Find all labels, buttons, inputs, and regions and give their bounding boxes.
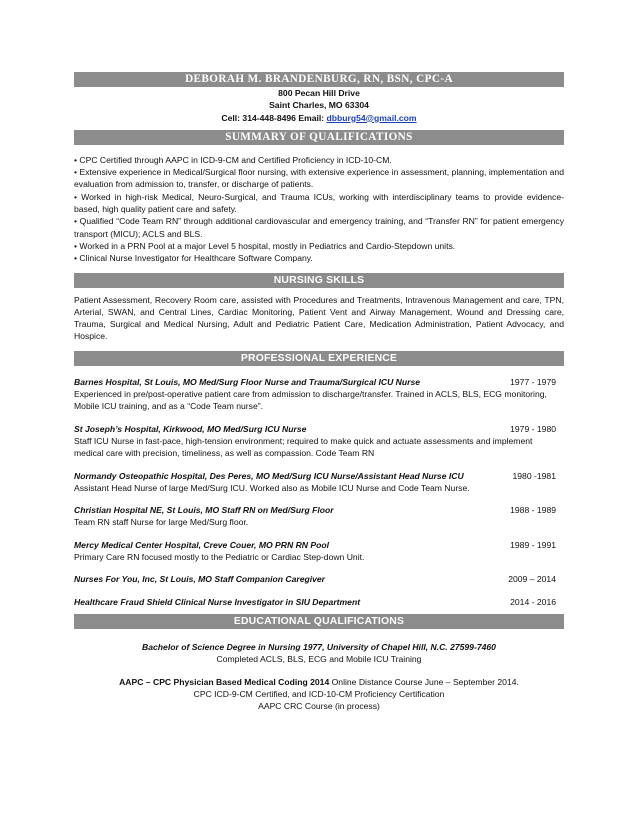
job-title: Normandy Osteopathic Hospital, Des Peres, MO Med/Surg ICU Nurse/Assistant Head Nurse ICU bbox=[74, 470, 464, 481]
job-description: Team RN staff Nurse for large Med/Surg floor. bbox=[74, 517, 249, 528]
address-line-1: 800 Pecan Hill Drive bbox=[278, 88, 360, 98]
job-description: Experienced in pre/post-operative patient care from admission to discharge/transfer. Trained in ACLS, BLS, ECG monitoring, Mobile ICU training, and as a “Code Team nurse”. bbox=[74, 389, 547, 412]
certification-line: CPC ICD-9-CM Certified, and ICD-10-CM Proficiency Certification bbox=[193, 688, 445, 699]
job-dates: 1988 - 1989 bbox=[510, 505, 556, 516]
skills-heading: NURSING SKILLS bbox=[74, 273, 564, 288]
job-title: Healthcare Fraud Shield Clinical Nurse Investigator in SIU Department bbox=[74, 596, 361, 607]
job-entry bbox=[74, 596, 564, 608]
summary-bullet: • Worked in high-risk Medical, Neuro-Surgical, and Trauma ICUs, working with interdisciplinary teams to provide evidence-based, high quality patient care and safety. bbox=[74, 191, 564, 215]
summary-bullet: • Extensive experience in Medical/Surgical floor nursing, with extensive experience in assessment, planning, implementation and evaluation from admission to, transfer, or discharge of patients. bbox=[74, 167, 564, 190]
email-link[interactable]: dbburg54@gmail.com bbox=[326, 112, 417, 123]
job-entry bbox=[74, 504, 564, 529]
contact-phone: Cell: 314-448-8496 Email: bbox=[221, 112, 327, 123]
summary-heading: SUMMARY OF QUALIFICATIONS bbox=[74, 130, 564, 145]
summary-bullet: • CPC Certified through AAPC in ICD-9-CM and Certified Proficiency in ICD-10-CM. bbox=[74, 154, 392, 165]
job-entry bbox=[74, 423, 564, 460]
job-title: Christian Hospital NE, St Louis, MO Staff RN on Med/Surg Floor bbox=[74, 505, 334, 516]
job-dates: 1989 - 1991 bbox=[510, 539, 556, 550]
job-dates: 1977 - 1979 bbox=[510, 376, 556, 387]
job-dates: 2014 - 2016 bbox=[510, 596, 556, 607]
summary-bullet: • Worked in a PRN Pool at a major Level 5 hospital, mostly in Pediatrics and Cardio-Stepdown units. bbox=[74, 240, 456, 251]
address-line-2: Saint Charles, MO 63304 bbox=[269, 100, 369, 111]
job-entry bbox=[74, 573, 564, 585]
summary-list bbox=[74, 154, 564, 265]
job-description: Primary Care RN focused mostly to the Pediatric or Cardiac Step-down Unit. bbox=[74, 552, 365, 563]
resume-document bbox=[74, 72, 564, 712]
job-dates: 1980 -1981 bbox=[512, 470, 556, 481]
job-description: Assistant Head Nurse of large Med/Surg ICU. Worked also as Mobile ICU Nurse and Code Team Nurse. bbox=[74, 482, 470, 493]
summary-bullet: • Qualified “Code Team RN” through additional cardiovascular and emergency training, and “Transfer RN” for patient emergency transport (MICU); ACLS and BLS. bbox=[74, 216, 564, 239]
summary-bullet: • Clinical Nurse Investigator for Healthcare Software Company. bbox=[74, 253, 313, 264]
education-heading: EDUCATIONAL QUALIFICATIONS bbox=[74, 614, 564, 629]
job-title: St Joseph’s Hospital, Kirkwood, MO Med/Surg ICU Nurse bbox=[74, 423, 307, 434]
job-title: Nurses For You, Inc, St Louis, MO Staff Companion Caregiver bbox=[74, 574, 326, 585]
crc-course-line: AAPC CRC Course (in process) bbox=[258, 701, 380, 712]
job-title: Barnes Hospital, St Louis, MO Med/Surg Floor Nurse and Trauma/Surgical ICU Nurse bbox=[74, 376, 421, 387]
aapc-course-dates: Online Distance Course June – September 2014. bbox=[329, 676, 519, 687]
aapc-line bbox=[74, 676, 564, 688]
job-dates: 2009 – 2014 bbox=[508, 574, 556, 585]
aapc-course-title: AAPC – CPC Physician Based Medical Coding 2014 bbox=[119, 676, 330, 687]
skills-text: Patient Assessment, Recovery Room care, assisted with Procedures and Treatments, Intravenous Management and care, TPN, Arterial, SWAN, and Central Lines, Cardiac Monitoring, Patient Vent and Airway Management, Wound and Dressing care, Trauma, Surgical and Medical Nursing, Adult and Pediatric Patient Care, Medication Administration, Patient Advocacy, and Hospice. bbox=[74, 294, 564, 342]
contact-line bbox=[74, 112, 564, 124]
job-title: Mercy Medical Center Hospital, Creve Couer, MO PRN RN Pool bbox=[74, 539, 330, 550]
job-description: Staff ICU Nurse in fast-pace, high-tension environment; required to make quick and actuate assessments and implement medical care with precision, timeliness, as well as compassion. Code Team RN bbox=[74, 435, 533, 459]
job-dates: 1979 - 1980 bbox=[510, 423, 556, 434]
degree-training: Completed ACLS, BLS, ECG and Mobile ICU Training bbox=[216, 654, 422, 665]
experience-heading: PROFESSIONAL EXPERIENCE bbox=[74, 351, 564, 366]
job-entry bbox=[74, 539, 564, 564]
name-header-bar: DEBORAH M. BRANDENBURG, RN, BSN, CPC-A bbox=[74, 72, 564, 87]
job-entry bbox=[74, 470, 564, 495]
job-entry bbox=[74, 376, 564, 413]
degree-line: Bachelor of Science Degree in Nursing 1977, University of Chapel Hill, N.C. 27599-7460 bbox=[142, 641, 496, 652]
